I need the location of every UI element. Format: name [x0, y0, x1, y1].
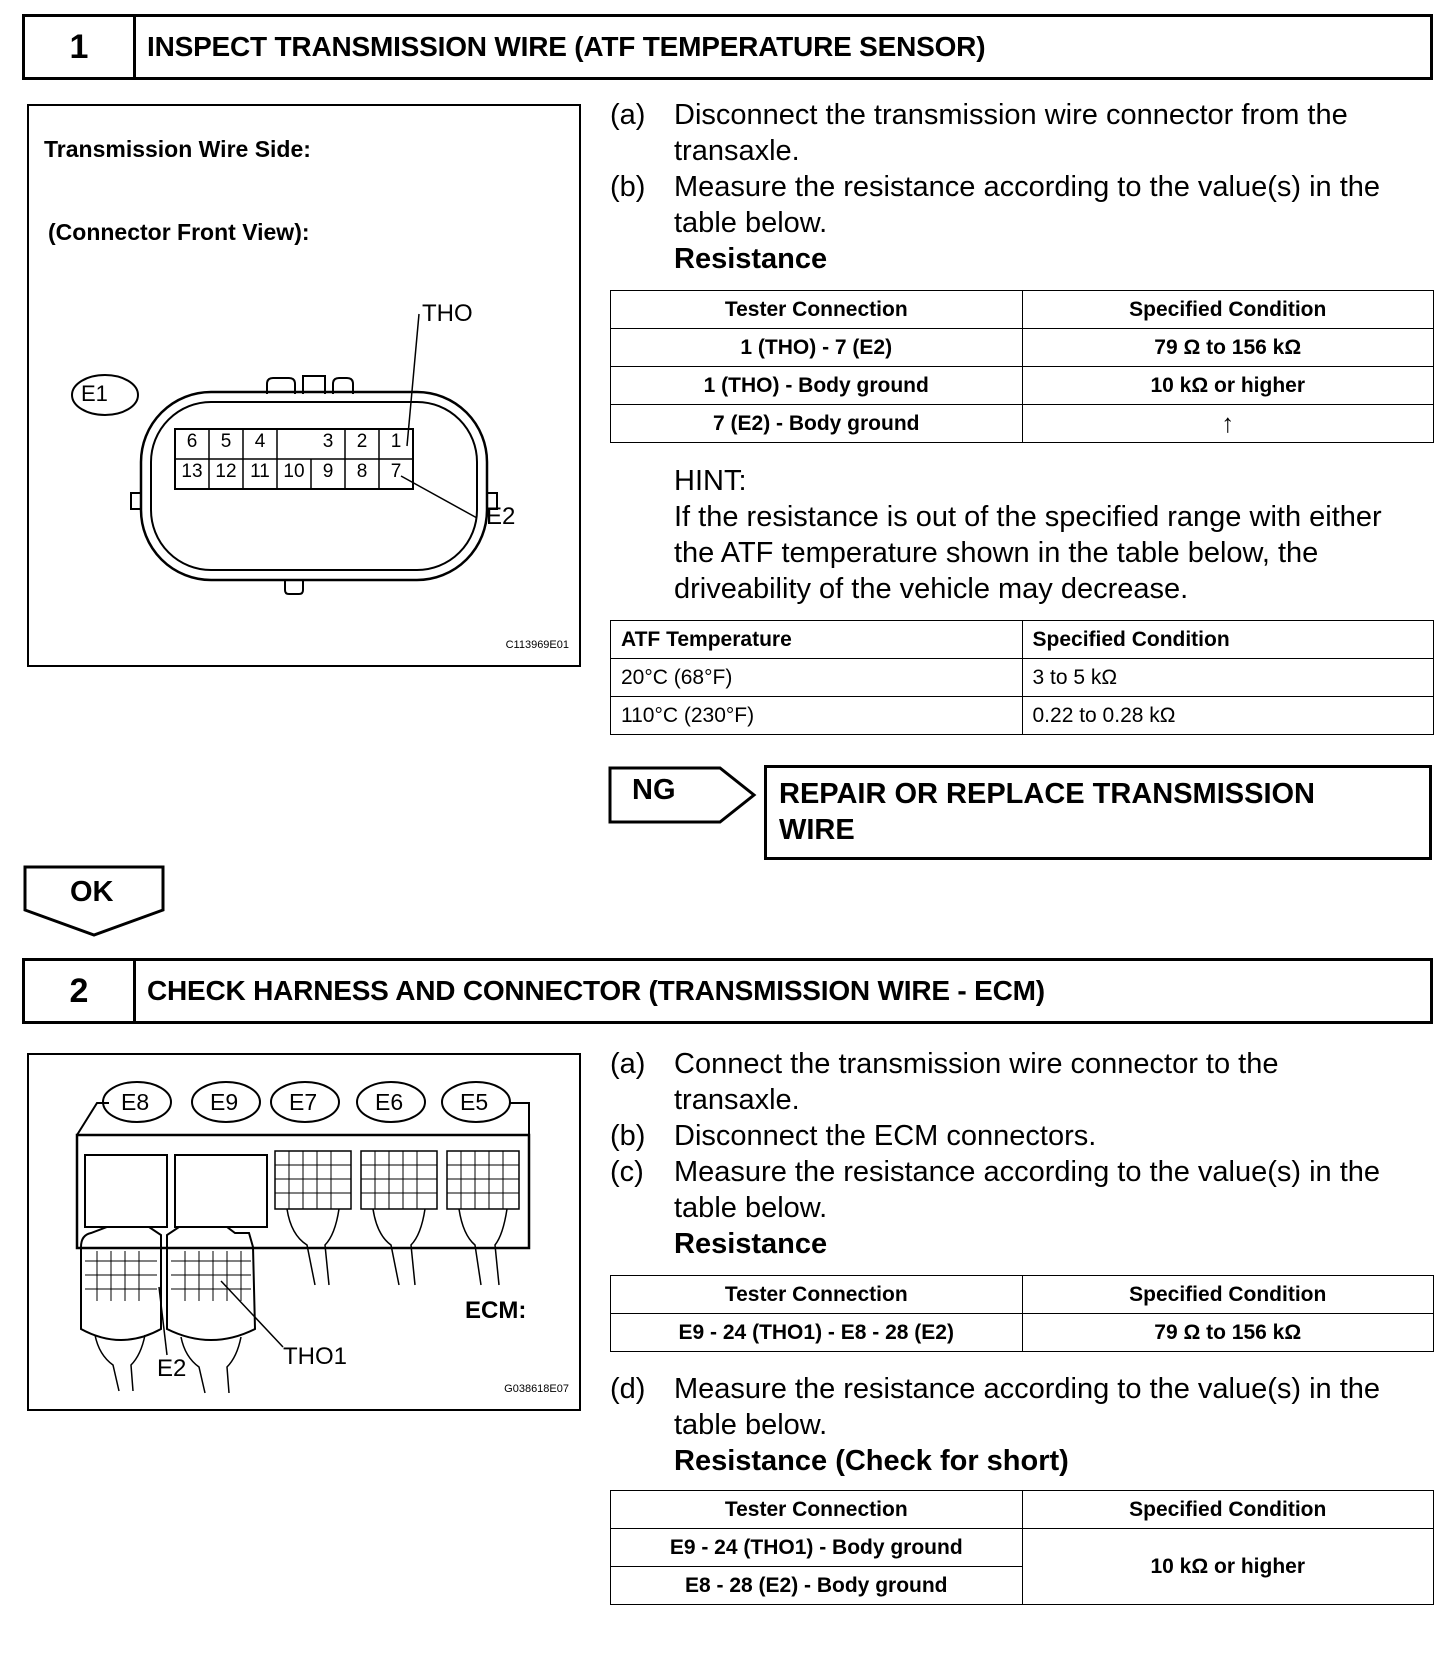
table-header-row [611, 1276, 1434, 1314]
step1-resistance-table [610, 290, 1434, 443]
table-row [611, 697, 1434, 735]
pin-8: 8 [356, 461, 368, 482]
instruction-line: Measure the resistance according to the value(s) in the [674, 171, 1381, 203]
figure-code: G038618E07 [504, 1383, 569, 1395]
table-header-row [611, 621, 1434, 659]
table-cell: 0.22 to 0.28 kΩ [1022, 697, 1434, 735]
pin-4: 4 [254, 431, 266, 452]
table-cell: 1 (THO) - 7 (E2) [611, 329, 1023, 367]
e2-label: E2 [157, 1355, 187, 1382]
hint-line: driveability of the vehicle may decrease. [674, 573, 1189, 605]
table-cell: 10 kΩ or higher [1022, 367, 1434, 405]
table-header: Tester Connection [611, 1276, 1023, 1314]
instruction-line: Connect the transmission wire connector to the [674, 1048, 1279, 1080]
ng-action-line: REPAIR OR REPLACE TRANSMISSION [779, 778, 1316, 810]
instruction-label: (a) [610, 99, 646, 131]
tho1-label: THO1 [283, 1343, 348, 1370]
instruction-label: (b) [610, 171, 646, 203]
pin-12: 12 [215, 461, 237, 482]
step2-title: CHECK HARNESS AND CONNECTOR (TRANSMISSION WIRE - ECM) [147, 975, 1045, 1006]
table-cell: 79 Ω to 156 kΩ [1022, 1314, 1434, 1352]
ok-label: OK [70, 876, 114, 908]
table-row [611, 405, 1434, 443]
step1-number: 1 [25, 17, 136, 77]
pin-3: 3 [322, 431, 334, 452]
short-heading: Resistance (Check for short) [674, 1445, 1069, 1477]
resistance-heading: Resistance [674, 243, 828, 275]
instruction-line: Disconnect the ECM connectors. [674, 1120, 1097, 1152]
table-header: Specified Condition [1022, 1276, 1434, 1314]
e2-label: E2 [486, 503, 516, 530]
step2-figure [27, 1053, 581, 1411]
table-cell: E8 - 28 (E2) - Body ground [611, 1567, 1023, 1605]
table-header: Tester Connection [611, 291, 1023, 329]
connector-e9: E9 [210, 1089, 239, 1115]
resistance-heading: Resistance [674, 1228, 828, 1260]
table-cell-merged: 10 kΩ or higher [1022, 1529, 1434, 1605]
table-header: Specified Condition [1022, 291, 1434, 329]
table-header: Specified Condition [1022, 621, 1434, 659]
pin-9: 9 [322, 461, 334, 482]
ng-action-box [764, 765, 1432, 860]
table-header-row [611, 291, 1434, 329]
connector-e6: E6 [375, 1089, 404, 1115]
tho-label: THO [422, 300, 473, 327]
connector-e5: E5 [460, 1089, 489, 1115]
table-cell: E9 - 24 (THO1) - E8 - 28 (E2) [611, 1314, 1023, 1352]
pin-13: 13 [181, 461, 203, 482]
hint-line: the ATF temperature shown in the table below, the [674, 537, 1319, 569]
table-cell: 20°C (68°F) [611, 659, 1023, 697]
instruction-line: transaxle. [674, 135, 800, 167]
connector-e7: E7 [289, 1089, 318, 1115]
pin-1: 1 [390, 431, 402, 452]
figure-code: C113969E01 [505, 639, 569, 651]
instruction-line: transaxle. [674, 1084, 800, 1116]
step2-header [22, 958, 1433, 1024]
step1-title: INSPECT TRANSMISSION WIRE (ATF TEMPERATURE SENSOR) [147, 31, 986, 62]
table-header-row [611, 1491, 1434, 1529]
ng-arrow [608, 765, 758, 825]
pin-6: 6 [186, 431, 198, 452]
table-header: Specified Condition [1022, 1491, 1434, 1529]
table-cell: 3 to 5 kΩ [1022, 659, 1434, 697]
table-row [611, 1314, 1434, 1352]
table-row [611, 1529, 1434, 1567]
instruction-line: Disconnect the transmission wire connector from the [674, 99, 1348, 131]
hint-title: HINT: [674, 465, 747, 497]
instruction-line: table below. [674, 207, 828, 239]
ng-action-line: WIRE [779, 814, 855, 846]
pin-2: 2 [356, 431, 368, 452]
short-check-table [610, 1490, 1434, 1605]
instruction-line: table below. [674, 1409, 828, 1441]
instruction-line: Measure the resistance according to the value(s) in the [674, 1373, 1381, 1405]
table-header: Tester Connection [611, 1491, 1023, 1529]
instruction-line: table below. [674, 1192, 828, 1224]
instruction-label: (c) [610, 1156, 644, 1188]
table-row [611, 659, 1434, 697]
table-cell: 110°C (230°F) [611, 697, 1023, 735]
instruction-label: (d) [610, 1373, 646, 1405]
ng-label: NG [632, 774, 676, 806]
table-row [611, 367, 1434, 405]
instruction-label: (b) [610, 1120, 646, 1152]
table-cell: 79 Ω to 156 kΩ [1022, 329, 1434, 367]
pin-10: 10 [283, 461, 305, 482]
table-cell-ditto: ↑ [1022, 405, 1434, 443]
connector-drawing [29, 106, 579, 665]
step1-header [22, 14, 1433, 80]
instruction-label: (a) [610, 1048, 646, 1080]
step1-figure [27, 104, 581, 667]
table-header: ATF Temperature [611, 621, 1023, 659]
atf-temperature-table [610, 620, 1434, 735]
pin-11: 11 [250, 461, 270, 482]
figure-label-view: (Connector Front View): [48, 219, 310, 245]
figure-label-side: Transmission Wire Side: [44, 136, 311, 162]
pin-7: 7 [390, 461, 402, 482]
connector-id: E1 [81, 381, 108, 406]
table-cell: E9 - 24 (THO1) - Body ground [611, 1529, 1023, 1567]
pin-5: 5 [220, 431, 232, 452]
connector-e8: E8 [121, 1089, 150, 1115]
ecm-label: ECM: [465, 1297, 527, 1324]
table-cell: 1 (THO) - Body ground [611, 367, 1023, 405]
table-cell: 7 (E2) - Body ground [611, 405, 1023, 443]
instruction-line: Measure the resistance according to the value(s) in the [674, 1156, 1381, 1188]
table-row [611, 329, 1434, 367]
step2-resistance-table [610, 1275, 1434, 1352]
hint-line: If the resistance is out of the specified range with either [674, 501, 1382, 533]
step2-number: 2 [25, 961, 136, 1021]
